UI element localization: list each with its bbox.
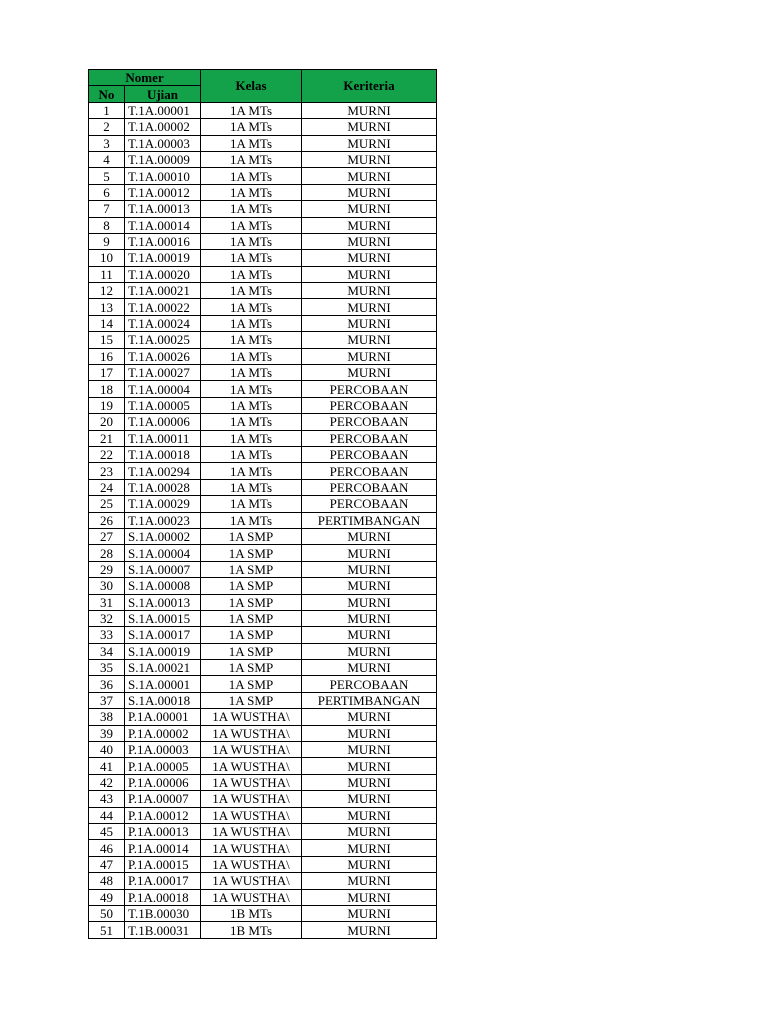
exam-number-cell: T.1A.00001	[125, 102, 201, 118]
keriteria-cell: MURNI	[302, 332, 437, 348]
table-row	[89, 709, 437, 725]
kelas-cell: 1A MTs	[201, 463, 302, 479]
keriteria-cell: MURNI	[302, 348, 437, 364]
exam-number-cell: T.1B.00031	[125, 922, 201, 938]
exam-number-cell: S.1A.00007	[125, 561, 201, 577]
exam-number-cell: P.1A.00002	[125, 725, 201, 741]
table-row	[89, 201, 437, 217]
table-row	[89, 266, 437, 282]
row-no-cell: 50	[89, 905, 125, 921]
exam-number-cell: T.1A.00003	[125, 135, 201, 151]
keriteria-cell: MURNI	[302, 610, 437, 626]
kelas-cell: 1A WUSTHA\	[201, 742, 302, 758]
keriteria-cell: MURNI	[302, 250, 437, 266]
row-no-cell: 29	[89, 561, 125, 577]
exam-number-cell: P.1A.00006	[125, 774, 201, 790]
table-row	[89, 299, 437, 315]
keriteria-cell: MURNI	[302, 758, 437, 774]
row-no-cell: 19	[89, 397, 125, 413]
keriteria-cell: MURNI	[302, 873, 437, 889]
exam-number-cell: S.1A.00002	[125, 528, 201, 544]
table-row	[89, 889, 437, 905]
keriteria-cell: PERTIMBANGAN	[302, 512, 437, 528]
row-no-cell: 45	[89, 823, 125, 839]
exam-number-cell: T.1A.00021	[125, 283, 201, 299]
row-no-cell: 30	[89, 578, 125, 594]
row-no-cell: 39	[89, 725, 125, 741]
kelas-cell: 1A MTs	[201, 479, 302, 495]
exam-number-cell: P.1A.00014	[125, 840, 201, 856]
keriteria-cell: PERCOBAAN	[302, 479, 437, 495]
keriteria-cell: MURNI	[302, 594, 437, 610]
table-row	[89, 922, 437, 938]
table-row	[89, 512, 437, 528]
keriteria-cell: MURNI	[302, 725, 437, 741]
kelas-cell: 1A MTs	[201, 430, 302, 446]
kelas-cell: 1A SMP	[201, 627, 302, 643]
exam-number-cell: T.1A.00002	[125, 119, 201, 135]
kelas-cell: 1A MTs	[201, 184, 302, 200]
exam-number-cell: T.1A.00024	[125, 315, 201, 331]
table-row	[89, 676, 437, 692]
row-no-cell: 34	[89, 643, 125, 659]
keriteria-cell: MURNI	[302, 791, 437, 807]
keriteria-cell: MURNI	[302, 660, 437, 676]
header-nomer: Nomer	[89, 70, 201, 86]
keriteria-cell: PERCOBAAN	[302, 463, 437, 479]
row-no-cell: 27	[89, 528, 125, 544]
exam-number-cell: T.1B.00030	[125, 905, 201, 921]
table-row	[89, 758, 437, 774]
table-row	[89, 610, 437, 626]
table-row	[89, 496, 437, 512]
keriteria-cell: PERCOBAAN	[302, 381, 437, 397]
exam-number-cell: P.1A.00005	[125, 758, 201, 774]
table-row	[89, 217, 437, 233]
table-row	[89, 479, 437, 495]
table-row	[89, 905, 437, 921]
table-row	[89, 430, 437, 446]
keriteria-cell: PERCOBAAN	[302, 414, 437, 430]
exam-number-cell: T.1A.00026	[125, 348, 201, 364]
table-row	[89, 102, 437, 118]
exam-number-cell: T.1A.00006	[125, 414, 201, 430]
table-row	[89, 774, 437, 790]
exam-number-cell: P.1A.00001	[125, 709, 201, 725]
exam-number-cell: P.1A.00017	[125, 873, 201, 889]
keriteria-cell: MURNI	[302, 889, 437, 905]
row-no-cell: 10	[89, 250, 125, 266]
row-no-cell: 25	[89, 496, 125, 512]
exam-number-cell: T.1A.00028	[125, 479, 201, 495]
table-row	[89, 545, 437, 561]
keriteria-cell: MURNI	[302, 184, 437, 200]
exam-number-cell: S.1A.00004	[125, 545, 201, 561]
header-no: No	[89, 86, 125, 102]
row-no-cell: 3	[89, 135, 125, 151]
exam-number-cell: P.1A.00007	[125, 791, 201, 807]
row-no-cell: 46	[89, 840, 125, 856]
row-no-cell: 8	[89, 217, 125, 233]
kelas-cell: 1A SMP	[201, 676, 302, 692]
kelas-cell: 1A WUSTHA\	[201, 856, 302, 872]
exam-number-cell: S.1A.00017	[125, 627, 201, 643]
exam-number-cell: T.1A.00018	[125, 446, 201, 462]
table-row	[89, 119, 437, 135]
keriteria-cell: MURNI	[302, 627, 437, 643]
row-no-cell: 48	[89, 873, 125, 889]
row-no-cell: 36	[89, 676, 125, 692]
kelas-cell: 1A WUSTHA\	[201, 774, 302, 790]
kelas-cell: 1A WUSTHA\	[201, 840, 302, 856]
table-row	[89, 168, 437, 184]
exam-number-cell: T.1A.00005	[125, 397, 201, 413]
kelas-cell: 1A MTs	[201, 102, 302, 118]
kelas-cell: 1A SMP	[201, 692, 302, 708]
exam-number-cell: T.1A.00025	[125, 332, 201, 348]
kelas-cell: 1A MTs	[201, 446, 302, 462]
keriteria-cell: MURNI	[302, 561, 437, 577]
keriteria-cell: MURNI	[302, 922, 437, 938]
exam-number-cell: P.1A.00015	[125, 856, 201, 872]
row-no-cell: 37	[89, 692, 125, 708]
row-no-cell: 14	[89, 315, 125, 331]
exam-number-cell: T.1A.00027	[125, 365, 201, 381]
kelas-cell: 1A SMP	[201, 545, 302, 561]
kelas-cell: 1A MTs	[201, 250, 302, 266]
table-row	[89, 250, 437, 266]
table-header	[89, 70, 437, 103]
kelas-cell: 1A MTs	[201, 332, 302, 348]
row-no-cell: 47	[89, 856, 125, 872]
table-row	[89, 561, 437, 577]
keriteria-cell: MURNI	[302, 102, 437, 118]
table-row	[89, 463, 437, 479]
table-row	[89, 725, 437, 741]
keriteria-cell: PERCOBAAN	[302, 446, 437, 462]
row-no-cell: 33	[89, 627, 125, 643]
kelas-cell: 1A SMP	[201, 594, 302, 610]
row-no-cell: 42	[89, 774, 125, 790]
exam-number-cell: T.1A.00013	[125, 201, 201, 217]
kelas-cell: 1A SMP	[201, 578, 302, 594]
table-row	[89, 184, 437, 200]
kelas-cell: 1A WUSTHA\	[201, 758, 302, 774]
table-row	[89, 692, 437, 708]
kelas-cell: 1A MTs	[201, 381, 302, 397]
exam-number-cell: P.1A.00003	[125, 742, 201, 758]
kelas-cell: 1A MTs	[201, 348, 302, 364]
keriteria-cell: MURNI	[302, 299, 437, 315]
kelas-cell: 1A WUSTHA\	[201, 791, 302, 807]
table-row	[89, 627, 437, 643]
table-row	[89, 446, 437, 462]
kelas-cell: 1A WUSTHA\	[201, 807, 302, 823]
keriteria-cell: MURNI	[302, 217, 437, 233]
table-row	[89, 594, 437, 610]
row-no-cell: 28	[89, 545, 125, 561]
row-no-cell: 2	[89, 119, 125, 135]
keriteria-cell: MURNI	[302, 266, 437, 282]
kelas-cell: 1A MTs	[201, 315, 302, 331]
exam-number-cell: T.1A.00009	[125, 151, 201, 167]
kelas-cell: 1A MTs	[201, 135, 302, 151]
exam-number-cell: T.1A.00022	[125, 299, 201, 315]
kelas-cell: 1A SMP	[201, 660, 302, 676]
exam-number-cell: S.1A.00019	[125, 643, 201, 659]
exam-number-cell: T.1A.00016	[125, 233, 201, 249]
row-no-cell: 26	[89, 512, 125, 528]
keriteria-cell: MURNI	[302, 201, 437, 217]
kelas-cell: 1A MTs	[201, 496, 302, 512]
kelas-cell: 1A WUSTHA\	[201, 823, 302, 839]
table-row	[89, 135, 437, 151]
table-row	[89, 643, 437, 659]
keriteria-cell: MURNI	[302, 365, 437, 381]
kelas-cell: 1A MTs	[201, 512, 302, 528]
header-keriteria: Keriteria	[302, 70, 437, 103]
keriteria-cell: MURNI	[302, 283, 437, 299]
exam-number-cell: T.1A.00012	[125, 184, 201, 200]
row-no-cell: 5	[89, 168, 125, 184]
table-row	[89, 873, 437, 889]
exam-number-cell: S.1A.00018	[125, 692, 201, 708]
row-no-cell: 40	[89, 742, 125, 758]
row-no-cell: 15	[89, 332, 125, 348]
table-row	[89, 315, 437, 331]
row-no-cell: 9	[89, 233, 125, 249]
table-row	[89, 660, 437, 676]
row-no-cell: 1	[89, 102, 125, 118]
row-no-cell: 41	[89, 758, 125, 774]
row-no-cell: 31	[89, 594, 125, 610]
kelas-cell: 1A MTs	[201, 414, 302, 430]
exam-number-cell: P.1A.00018	[125, 889, 201, 905]
row-no-cell: 51	[89, 922, 125, 938]
keriteria-cell: PERCOBAAN	[302, 430, 437, 446]
row-no-cell: 12	[89, 283, 125, 299]
row-no-cell: 32	[89, 610, 125, 626]
exam-number-cell: S.1A.00008	[125, 578, 201, 594]
keriteria-cell: MURNI	[302, 742, 437, 758]
keriteria-cell: PERCOBAAN	[302, 676, 437, 692]
kelas-cell: 1A MTs	[201, 397, 302, 413]
keriteria-cell: MURNI	[302, 840, 437, 856]
table-row	[89, 840, 437, 856]
exam-number-cell: T.1A.00011	[125, 430, 201, 446]
table-row	[89, 742, 437, 758]
exam-number-cell: P.1A.00013	[125, 823, 201, 839]
table-row	[89, 823, 437, 839]
table-row	[89, 233, 437, 249]
keriteria-cell: MURNI	[302, 905, 437, 921]
table-row	[89, 348, 437, 364]
kelas-cell: 1A MTs	[201, 283, 302, 299]
exam-number-cell: S.1A.00021	[125, 660, 201, 676]
kelas-cell: 1A WUSTHA\	[201, 873, 302, 889]
exam-number-cell: T.1A.00014	[125, 217, 201, 233]
exam-number-cell: T.1A.00004	[125, 381, 201, 397]
exam-number-cell: T.1A.00010	[125, 168, 201, 184]
row-no-cell: 13	[89, 299, 125, 315]
keriteria-cell: PERCOBAAN	[302, 397, 437, 413]
kelas-cell: 1A SMP	[201, 610, 302, 626]
table-row	[89, 283, 437, 299]
row-no-cell: 18	[89, 381, 125, 397]
table-row	[89, 397, 437, 413]
keriteria-cell: MURNI	[302, 643, 437, 659]
kelas-cell: 1A MTs	[201, 266, 302, 282]
row-no-cell: 16	[89, 348, 125, 364]
kelas-cell: 1A SMP	[201, 528, 302, 544]
kelas-cell: 1A MTs	[201, 233, 302, 249]
table-row	[89, 528, 437, 544]
keriteria-cell: MURNI	[302, 545, 437, 561]
keriteria-cell: MURNI	[302, 168, 437, 184]
row-no-cell: 49	[89, 889, 125, 905]
exam-number-cell: T.1A.00029	[125, 496, 201, 512]
row-no-cell: 24	[89, 479, 125, 495]
row-no-cell: 43	[89, 791, 125, 807]
kelas-cell: 1A MTs	[201, 299, 302, 315]
exam-number-cell: S.1A.00001	[125, 676, 201, 692]
row-no-cell: 7	[89, 201, 125, 217]
keriteria-cell: MURNI	[302, 135, 437, 151]
row-no-cell: 23	[89, 463, 125, 479]
exam-number-cell: S.1A.00013	[125, 594, 201, 610]
keriteria-cell: MURNI	[302, 119, 437, 135]
row-no-cell: 38	[89, 709, 125, 725]
row-no-cell: 11	[89, 266, 125, 282]
keriteria-cell: MURNI	[302, 774, 437, 790]
table-row	[89, 856, 437, 872]
kelas-cell: 1B MTs	[201, 922, 302, 938]
exam-number-cell: T.1A.00023	[125, 512, 201, 528]
table-body	[89, 102, 437, 938]
kelas-cell: 1A WUSTHA\	[201, 725, 302, 741]
exam-number-cell: T.1A.00294	[125, 463, 201, 479]
keriteria-cell: MURNI	[302, 578, 437, 594]
table-row	[89, 332, 437, 348]
keriteria-cell: MURNI	[302, 528, 437, 544]
header-ujian: Ujian	[125, 86, 201, 102]
row-no-cell: 17	[89, 365, 125, 381]
table-row	[89, 414, 437, 430]
kelas-cell: 1A MTs	[201, 151, 302, 167]
keriteria-cell: MURNI	[302, 823, 437, 839]
table-row	[89, 151, 437, 167]
kelas-cell: 1A MTs	[201, 119, 302, 135]
kelas-cell: 1A MTs	[201, 217, 302, 233]
kelas-cell: 1A WUSTHA\	[201, 709, 302, 725]
kelas-cell: 1A MTs	[201, 365, 302, 381]
kelas-cell: 1A SMP	[201, 561, 302, 577]
row-no-cell: 20	[89, 414, 125, 430]
table-row	[89, 365, 437, 381]
keriteria-cell: PERCOBAAN	[302, 496, 437, 512]
exam-number-cell: T.1A.00020	[125, 266, 201, 282]
table-row	[89, 791, 437, 807]
table-row	[89, 807, 437, 823]
keriteria-cell: MURNI	[302, 315, 437, 331]
row-no-cell: 6	[89, 184, 125, 200]
kelas-cell: 1A WUSTHA\	[201, 889, 302, 905]
keriteria-cell: MURNI	[302, 709, 437, 725]
keriteria-cell: MURNI	[302, 856, 437, 872]
kelas-cell: 1B MTs	[201, 905, 302, 921]
kelas-cell: 1A MTs	[201, 201, 302, 217]
row-no-cell: 22	[89, 446, 125, 462]
kelas-cell: 1A SMP	[201, 643, 302, 659]
exam-number-cell: P.1A.00012	[125, 807, 201, 823]
keriteria-cell: MURNI	[302, 233, 437, 249]
exam-number-cell: S.1A.00015	[125, 610, 201, 626]
table-row	[89, 381, 437, 397]
exam-number-cell: T.1A.00019	[125, 250, 201, 266]
student-table	[88, 69, 437, 939]
row-no-cell: 21	[89, 430, 125, 446]
kelas-cell: 1A MTs	[201, 168, 302, 184]
row-no-cell: 4	[89, 151, 125, 167]
header-kelas: Kelas	[201, 70, 302, 103]
table-row	[89, 578, 437, 594]
row-no-cell: 35	[89, 660, 125, 676]
keriteria-cell: MURNI	[302, 151, 437, 167]
keriteria-cell: MURNI	[302, 807, 437, 823]
keriteria-cell: PERTIMBANGAN	[302, 692, 437, 708]
row-no-cell: 44	[89, 807, 125, 823]
